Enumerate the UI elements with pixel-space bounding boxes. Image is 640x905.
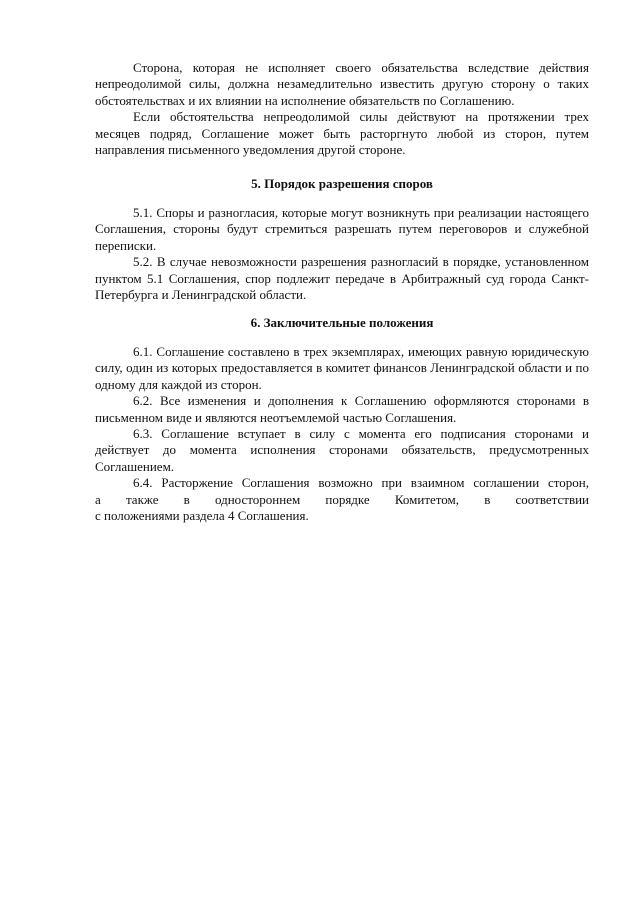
paragraph-5-2: 5.2. В случае невозможности разрешения разногласий в порядке, установленном пунктом 5.1 Соглашения, спор подлежит передаче в Арбитражный суд города Санкт-Петербурга и Ленинградской области. [95,254,589,303]
paragraph-5-1: 5.1. Споры и разногласия, которые могут возникнуть при реализации настоящего Соглашения, стороны будут стремиться разрешать путем переговоров и служебной переписки. [95,205,589,253]
section-6-heading: 6. Заключительные положения [250,315,434,330]
section-4-text [95,60,589,158]
paragraph-6-4-line-2: а также в одностороннем порядке Комитетом, в соответствии [95,491,589,507]
paragraph-6-2: 6.2. Все изменения и дополнения к Соглашению оформляются сторонами в письменном виде и являются неотъемлемой частью Соглашения. [95,393,589,425]
section-6-text [95,344,589,524]
paragraph-force-majeure-termination: Если обстоятельства непреодолимой силы действуют на протяжении трех месяцев подряд, Соглашение может быть расторгнуто любой из сторон, путем направления письменного уведомления другой стороне. [95,109,589,158]
paragraph-6-1: 6.1. Соглашение составлено в трех экземплярах, имеющих равную юридическую силу, один из которых предоставляется в комитет финансов Ленинградской области и по одному для каждой из сторон. [95,344,589,392]
paragraph-6-3: 6.3. Соглашение вступает в силу с момента его подписания сторонами и действует до момента исполнения сторонами обязательств, предусмотренных Соглашением. [95,426,589,474]
paragraph-6-4-line-1: 6.4. Расторжение Соглашения возможно при взаимном соглашении сторон, [133,475,589,491]
paragraph-6-4-line-3: с положениями раздела 4 Соглашения. [95,508,309,524]
paragraph-force-majeure-notice: Сторона, которая не исполняет своего обязательства вследствие действия непреодолимой силы, должна незамедлительно известить другую сторону о таких обстоятельствах и их влиянии на исполнение обязательств по Соглашению. [95,60,589,108]
section-5-text [95,205,589,303]
section-5-heading: 5. Порядок разрешения споров [251,176,433,191]
